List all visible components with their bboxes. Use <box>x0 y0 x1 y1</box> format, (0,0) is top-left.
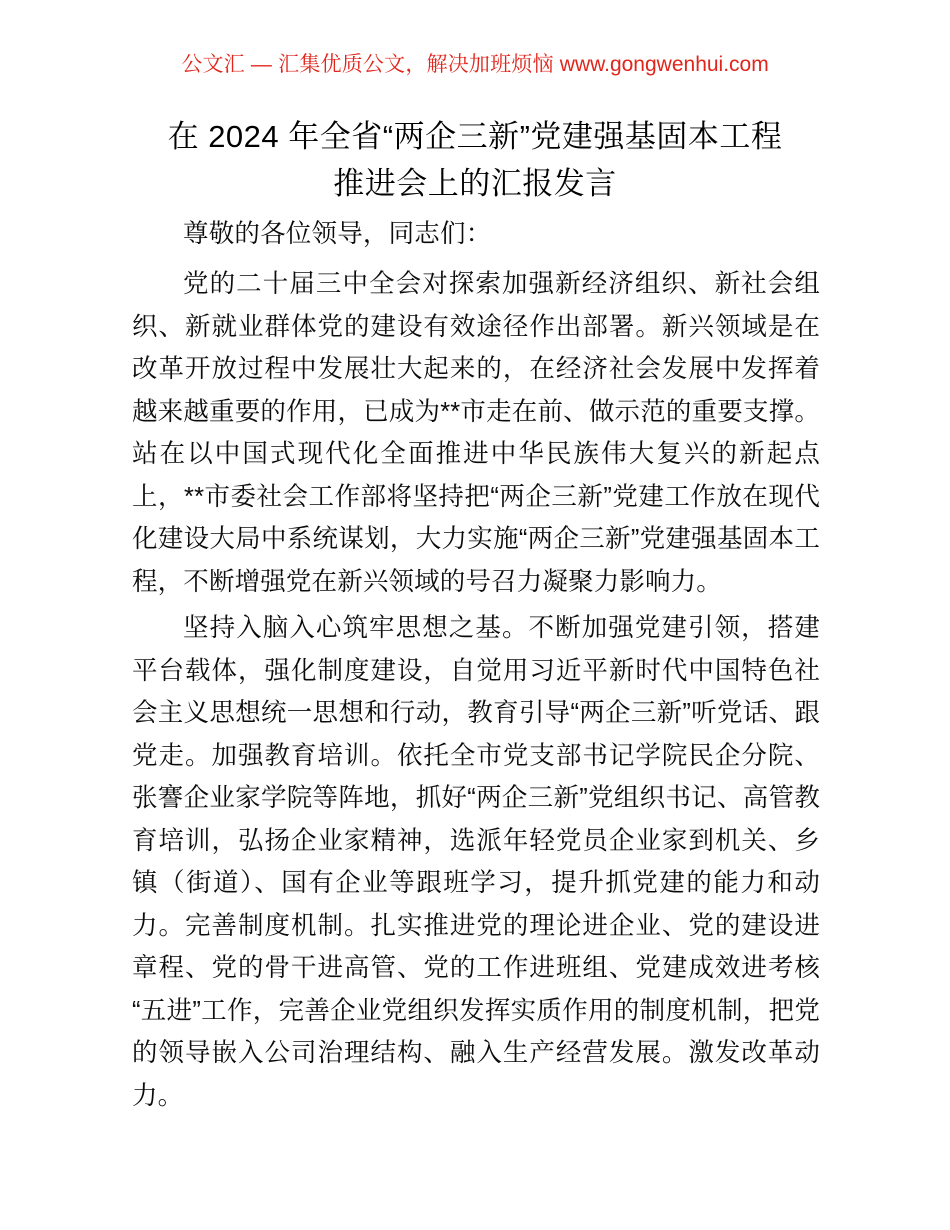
document-title-line-1: 在 2024 年全省“两企三新”党建强基固本工程 <box>167 119 783 154</box>
site-url-text: www.gongwenhui.com <box>559 53 769 76</box>
document-title-line-2: 推进会上的汇报发言 <box>333 166 617 201</box>
document-body <box>132 213 820 1117</box>
body-paragraph-1: 党的二十届三中全会对探索加强新经济组织、新社会组织、新就业群体党的建设有效途径作出部署。新兴领域是在改革开放过程中发展壮大起来的，在经济社会发展中发挥着越来越重要的作用，已成为**市走在前、做示范的重要支撑。站在以中国式现代化全面推进中华民族伟大复兴的新起点上，**市委社会工作部将坚持把“两企三新”党建工作放在现代化建设大局中系统谋划，大力实施“两企三新”党建强基固本工程，不断增强党在新兴领域的号召力凝聚力影响力。 <box>132 270 820 596</box>
site-watermark-banner <box>0 52 950 78</box>
salutation-line: 尊敬的各位领导，同志们： <box>183 220 492 248</box>
body-paragraph-2: 坚持入脑入心筑牢思想之基。不断加强党建引领，搭建平台载体，强化制度建设，自觉用习近平新时代中国特色社会主义思想统一思想和行动，教育引导“两企三新”听党话、跟党走。加强教育培训。依托全市党支部书记学院民企分院、张謇企业家学院等阵地，抓好“两企三新”党组织书记、高管教育培训，弘扬企业家精神，选派年轻党员企业家到机关、乡镇（街道）、国有企业等跟班学习，提升抓党建的能力和动力。完善制度机制。扎实推进党的理论进企业、党的建设进章程、党的骨干进高管、党的工作进班组、党建成效进考核“五进”工作，完善企业党组织发挥实质作用的制度机制，把党的领导嵌入公司治理结构、融入生产经营发展。激发改革动力。 <box>132 614 820 1110</box>
document-title <box>108 113 842 207</box>
site-brand-text: 公文汇 — 汇集优质公文，解决加班烦恼 <box>181 53 554 76</box>
